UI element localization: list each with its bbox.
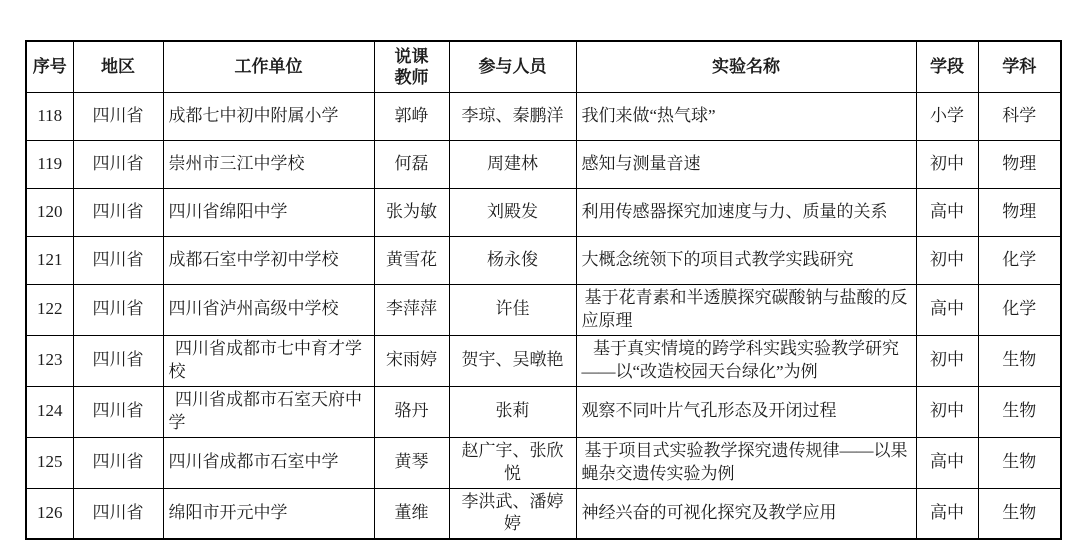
header-lecture-teacher [374, 41, 449, 93]
cell-participants: 刘殿发 [449, 189, 576, 237]
cell-school-stage: 初中 [916, 237, 978, 285]
cell-school-stage: 高中 [916, 488, 978, 539]
cell-school-stage: 高中 [916, 285, 978, 336]
cell-subject: 物理 [978, 141, 1061, 189]
table-row [26, 141, 1061, 189]
cell-serial-number: 120 [26, 189, 73, 237]
cell-serial-number: 124 [26, 386, 73, 437]
header-serial-number: 序号 [26, 41, 73, 93]
cell-subject: 化学 [978, 237, 1061, 285]
cell-lecture-teacher: 骆丹 [374, 386, 449, 437]
table-row [26, 189, 1061, 237]
cell-participants: 赵广宇、张欣悦 [449, 437, 576, 488]
cell-lecture-teacher: 黄雪花 [374, 237, 449, 285]
header-work-unit: 工作单位 [163, 41, 374, 93]
cell-work-unit: 四川省泸州高级中学校 [163, 285, 374, 336]
cell-work-unit: 四川省成都市石室天府中学 [163, 386, 374, 437]
table-row [26, 335, 1061, 386]
cell-school-stage: 小学 [916, 93, 978, 141]
cell-subject: 物理 [978, 189, 1061, 237]
cell-work-unit: 四川省绵阳中学 [163, 189, 374, 237]
cell-participants: 许佳 [449, 285, 576, 336]
cell-serial-number: 126 [26, 488, 73, 539]
cell-serial-number: 122 [26, 285, 73, 336]
cell-participants: 张莉 [449, 386, 576, 437]
cell-lecture-teacher: 郭峥 [374, 93, 449, 141]
header-school-stage: 学段 [916, 41, 978, 93]
cell-lecture-teacher: 李萍萍 [374, 285, 449, 336]
cell-experiment-name: 神经兴奋的可视化探究及教学应用 [576, 488, 916, 539]
cell-region: 四川省 [73, 93, 163, 141]
table-row [26, 386, 1061, 437]
cell-lecture-teacher: 张为敏 [374, 189, 449, 237]
table-body [26, 93, 1061, 540]
table-header-row [26, 41, 1061, 93]
cell-region: 四川省 [73, 285, 163, 336]
header-lecture-teacher-label: 说课教师 [394, 46, 429, 87]
header-region: 地区 [73, 41, 163, 93]
cell-serial-number: 123 [26, 335, 73, 386]
cell-region: 四川省 [73, 141, 163, 189]
cell-experiment-name: 利用传感器探究加速度与力、质量的关系 [576, 189, 916, 237]
cell-work-unit: 四川省成都市石室中学 [163, 437, 374, 488]
table-row [26, 285, 1061, 336]
cell-region: 四川省 [73, 488, 163, 539]
cell-serial-number: 121 [26, 237, 73, 285]
experiment-list-table [25, 40, 1062, 540]
cell-participants: 李琼、秦鹏洋 [449, 93, 576, 141]
table-row [26, 488, 1061, 539]
cell-school-stage: 初中 [916, 141, 978, 189]
cell-experiment-name: 基于真实情境的跨学科实践实验教学研究——以“改造校园天台绿化”为例 [576, 335, 916, 386]
cell-work-unit: 崇州市三江中学校 [163, 141, 374, 189]
cell-experiment-name: 观察不同叶片气孔形态及开闭过程 [576, 386, 916, 437]
cell-serial-number: 119 [26, 141, 73, 189]
cell-lecture-teacher: 黄琴 [374, 437, 449, 488]
cell-school-stage: 高中 [916, 189, 978, 237]
cell-participants: 贺宇、吴暾艳 [449, 335, 576, 386]
cell-experiment-name: 感知与测量音速 [576, 141, 916, 189]
cell-subject: 生物 [978, 437, 1061, 488]
header-experiment-name: 实验名称 [576, 41, 916, 93]
table-row [26, 437, 1061, 488]
cell-serial-number: 125 [26, 437, 73, 488]
cell-experiment-name: 基于项目式实验教学探究遗传规律——以果蝇杂交遗传实验为例 [576, 437, 916, 488]
cell-lecture-teacher: 何磊 [374, 141, 449, 189]
cell-subject: 生物 [978, 335, 1061, 386]
cell-subject: 生物 [978, 488, 1061, 539]
cell-work-unit: 成都七中初中附属小学 [163, 93, 374, 141]
header-participants: 参与人员 [449, 41, 576, 93]
cell-participants: 杨永俊 [449, 237, 576, 285]
cell-participants: 周建林 [449, 141, 576, 189]
cell-experiment-name: 我们来做“热气球” [576, 93, 916, 141]
table-row [26, 237, 1061, 285]
cell-serial-number: 118 [26, 93, 73, 141]
cell-experiment-name: 大概念统领下的项目式教学实践研究 [576, 237, 916, 285]
cell-subject: 生物 [978, 386, 1061, 437]
cell-subject: 化学 [978, 285, 1061, 336]
cell-participants: 李洪武、潘婷婷 [449, 488, 576, 539]
cell-region: 四川省 [73, 237, 163, 285]
cell-region: 四川省 [73, 335, 163, 386]
table-row [26, 93, 1061, 141]
cell-school-stage: 初中 [916, 335, 978, 386]
cell-region: 四川省 [73, 189, 163, 237]
cell-lecture-teacher: 董维 [374, 488, 449, 539]
header-subject: 学科 [978, 41, 1061, 93]
cell-experiment-name: 基于花青素和半透膜探究碳酸钠与盐酸的反应原理 [576, 285, 916, 336]
cell-work-unit: 绵阳市开元中学 [163, 488, 374, 539]
cell-school-stage: 初中 [916, 386, 978, 437]
cell-region: 四川省 [73, 437, 163, 488]
cell-work-unit: 成都石室中学初中学校 [163, 237, 374, 285]
cell-work-unit: 四川省成都市七中育才学校 [163, 335, 374, 386]
cell-lecture-teacher: 宋雨婷 [374, 335, 449, 386]
cell-subject: 科学 [978, 93, 1061, 141]
cell-school-stage: 高中 [916, 437, 978, 488]
cell-region: 四川省 [73, 386, 163, 437]
